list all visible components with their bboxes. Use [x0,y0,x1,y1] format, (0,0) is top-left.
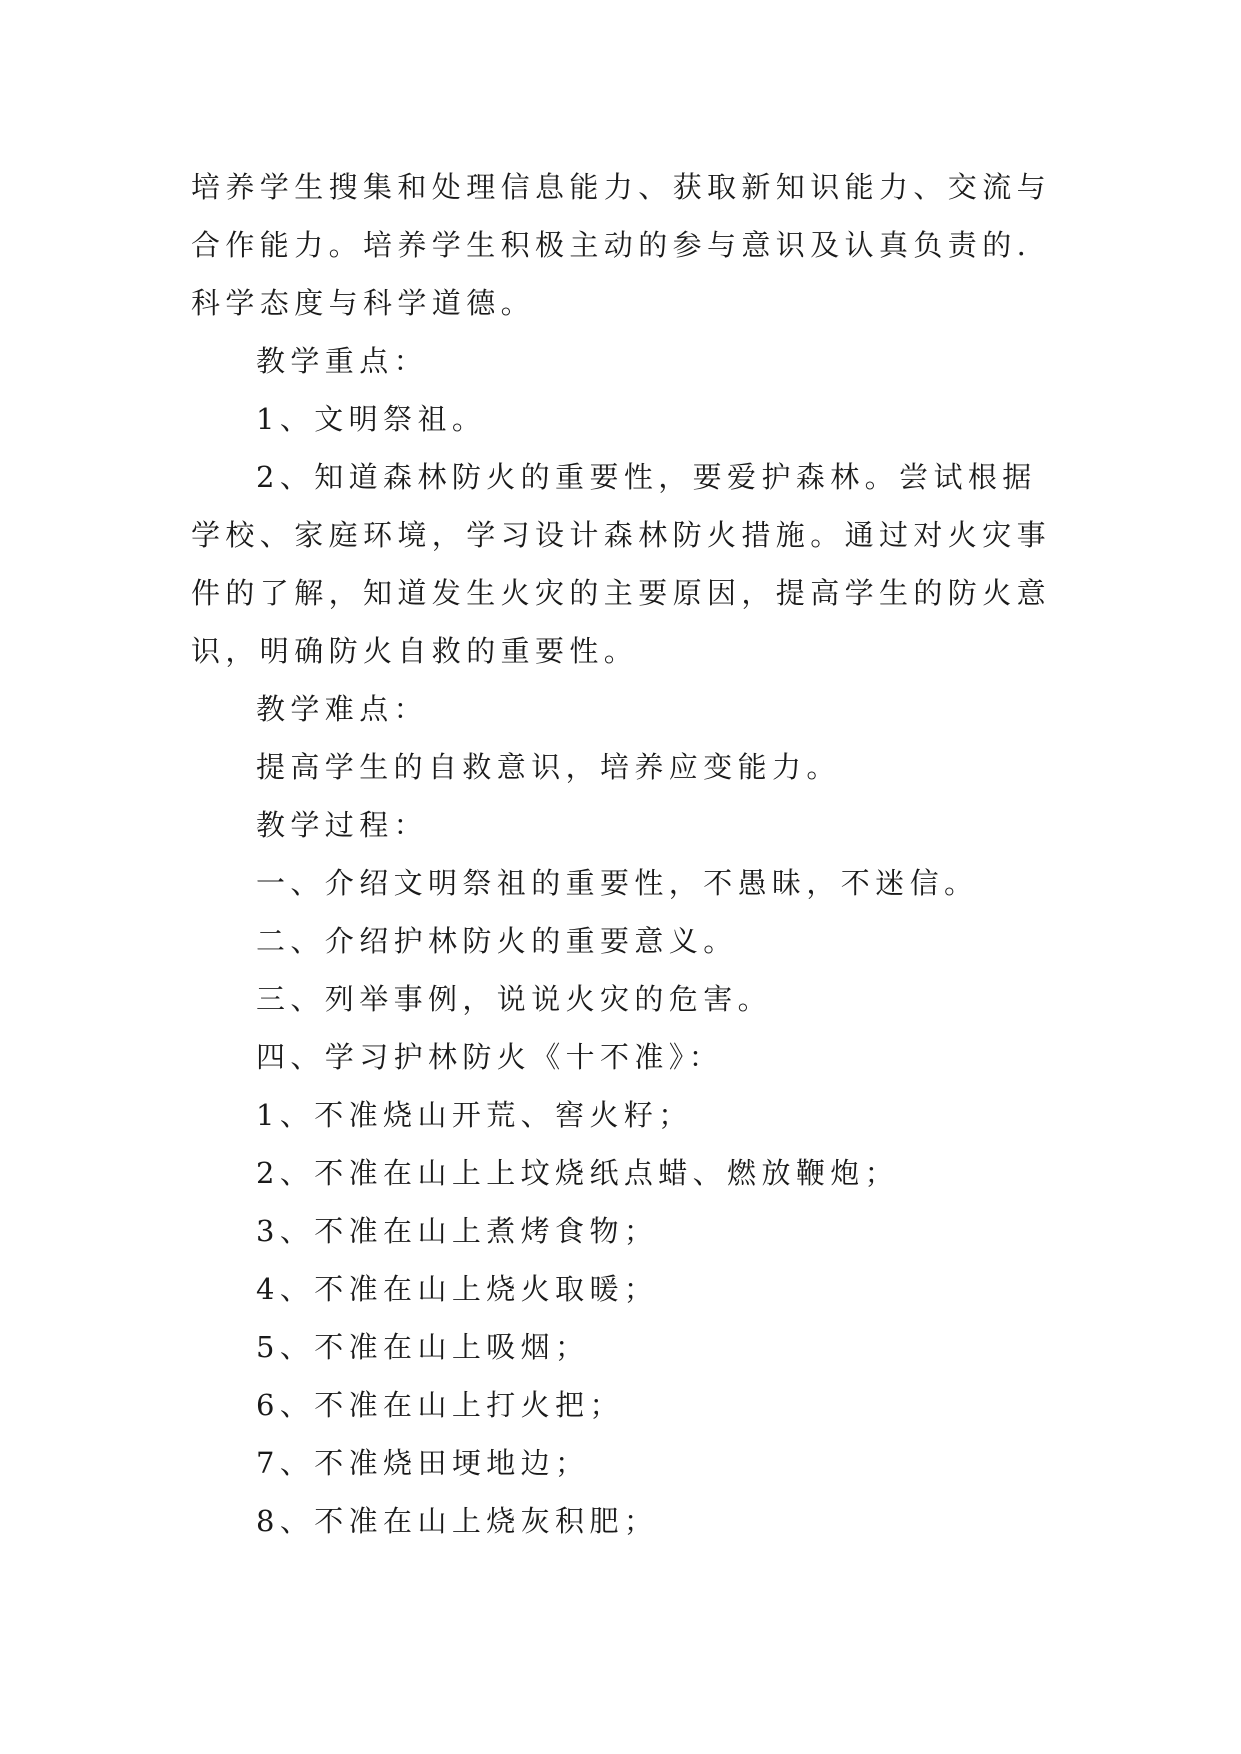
heading-teaching-focus: 教学重点： [256,344,429,378]
heading-teaching-process: 教学过程： [256,808,429,842]
paragraph-difficulty: 提高学生的自救意识，培养应变能力。 [256,750,841,784]
rule-item: 3、不准在山上煮烤食物； [256,1214,659,1248]
rule-item: 2、不准在山上上坟烧纸点蜡、燃放鞭炮； [256,1156,900,1190]
rule-item: 1、不准烧山开荒、窖火籽； [256,1098,693,1132]
heading-teaching-difficulty: 教学难点： [256,692,429,726]
list-item: 2、知道森林防火的重要性，要爱护森林。尝试根据学校、家庭环境，学习设计森林防火措施。通过对火灾事件的了解，知道发生火灾的主要原因，提高学生的防火意识，明确防火自救的重要性。 [191,460,1052,668]
rule-item: 4、不准在山上烧火取暖； [256,1272,659,1306]
process-step: 二、介绍护林防火的重要意义。 [256,924,738,958]
rule-item: 5、不准在山上吸烟； [256,1330,590,1364]
document-body [191,158,1056,1550]
rule-item: 6、不准在山上打火把； [256,1388,624,1422]
rule-item: 8、不准在山上烧灰积肥； [256,1504,659,1538]
list-item: 1、文明祭祖。 [256,402,487,436]
paragraph-intro: 培养学生搜集和处理信息能力、获取新知识能力、交流与合作能力。培养学生积极主动的参与意识及认真负责的.科学态度与科学道德。 [191,170,1052,320]
process-step: 一、介绍文明祭祖的重要性，不愚昧，不迷信。 [256,866,979,900]
process-step: 三、列举事例，说说火灾的危害。 [256,982,773,1016]
process-step: 四、学习护林防火《十不准》： [256,1040,724,1074]
rule-item: 7、不准烧田埂地边； [256,1446,590,1480]
